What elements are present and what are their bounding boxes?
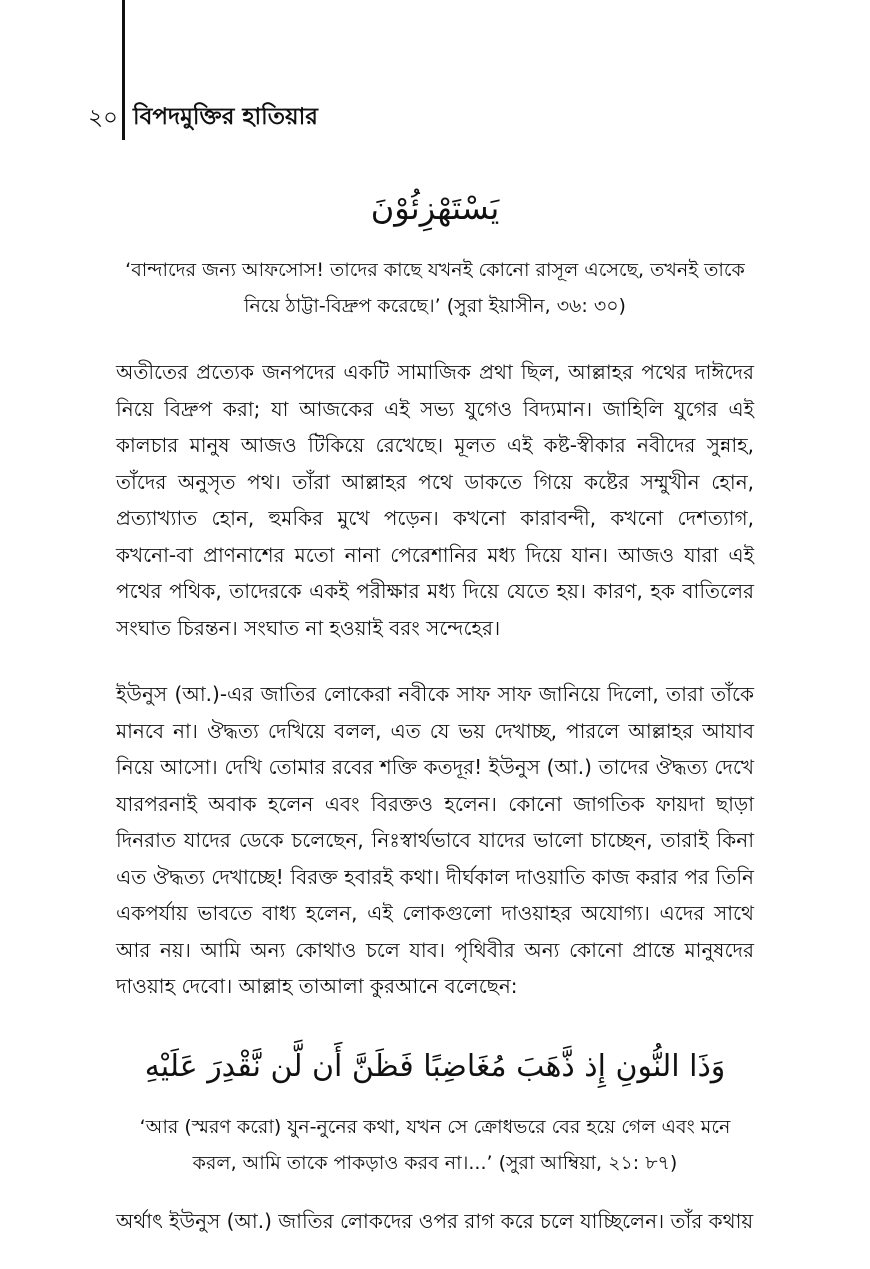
page-body — [116, 176, 754, 1239]
page-header — [0, 0, 870, 150]
body-paragraph-2: ইউনুস (আ.)-এর জাতির লোকেরা নবীকে সাফ সাফ জানিয়ে দিলো, তারা তাঁকে মানবে না। ঔদ্ধত্য দেখিয়ে বলল, এত যে ভয় দেখাচ্ছ, পারলে আল্লাহর আযাব নিয়ে আসো। দেখি তোমার রবের শক্তি কতদূর! ইউনুস (আ.) তাদের ঔদ্ধত্য দেখে যারপরনাই অবাক হলেন এবং বিরক্তও হলেন। কোনো জাগতিক ফায়দা ছাড়া দিনরাত যাদের ডেকে চলেছেন, নিঃস্বার্থভাবে যাদের ভালো চাচ্ছেন, তারাই কিনা এত ঔদ্ধত্য দেখাচ্ছে! বিরক্ত হবারই কথা। দীর্ঘকাল দাওয়াতি কাজ করার পর তিনি একপর্যায় ভাবতে বাধ্য হলেন, এই লোকগুলো দাওয়াহর অযোগ্য। এদের সাথে আর নয়। আমি অন্য কোথাও চলে যাব। পৃথিবীর অন্য কোনো প্রান্তে মানুষদের দাওয়াহ দেবো। আল্লাহ তাআলা কুরআনে বলেছেন: — [116, 682, 754, 998]
running-title: বিপদমুক্তির হাতিয়ার — [133, 104, 318, 130]
body-paragraph-3: অর্থাৎ ইউনুস (আ.) জাতির লোকদের ওপর রাগ করে চলে যাচ্ছিলেন। তাঁর কথায় — [116, 1208, 754, 1233]
body-paragraph-1: অতীতের প্রত্যেক জনপদের একটি সামাজিক প্রথা ছিল, আল্লাহর পথের দাঈদের নিয়ে বিদ্রুপ করা; যা আজকের এই সভ্য যুগেও বিদ্যমান। জাহিলি যুগের এই কালচার মানুষ আজও টিকিয়ে রেখেছে। মূলত এই কষ্ট-স্বীকার নবীদের সুন্নাহ, তাঁদের অনুসৃত পথ। তাঁরা আল্লাহর পথে ডাকতে গিয়ে কষ্টের সম্মুখীন হোন, প্রত্যাখ্যাত হোন, হুমকির মুখে পড়েন। কখনো কারাবন্দী, কখনো দেশত্যাগ, কখনো-বা প্রাণনাশের মতো নানা পেরেশানির মধ্য দিয়ে যান। আজও যারা এই পথের পথিক, তাদেরকে একই পরীক্ষার মধ্য দিয়ে যেতে হয়। কারণ, হক বাতিলের সংঘাত চিরন্তন। সংঘাত না হওয়াই বরং সন্দেহের। — [116, 360, 754, 640]
verse-translation-2: ‘আর (স্মরণ করো) যুন-নুনের কথা, যখন সে ক্রোধভরে বের হয়ে গেল এবং মনে করল, আমি তাকে পাকড়াও করব না।...’ (সুরা আম্বিয়া, ২১: ৮৭) — [139, 1115, 731, 1174]
arabic-verse-2: وَذَا النُّونِ إِذ ذَّهَبَ مُغَاضِبًا فَظَنَّ أَن لَّن نَّقْدِرَ عَلَيْهِ — [144, 1048, 726, 1084]
page-number: ২০ — [88, 105, 118, 131]
arabic-verse-1: يَسْتَهْزِئُوْنَ — [370, 189, 500, 227]
header-divider — [122, 0, 125, 140]
verse-translation-1: ‘বান্দাদের জন্য আফসোস! তাদের কাছে যখনই কোনো রাসূল এসেছে, তখনই তাকে নিয়ে ঠাট্টা-বিদ্রুপ করেছে।’ (সুরা ইয়াসীন, ৩৬: ৩০) — [125, 259, 745, 317]
